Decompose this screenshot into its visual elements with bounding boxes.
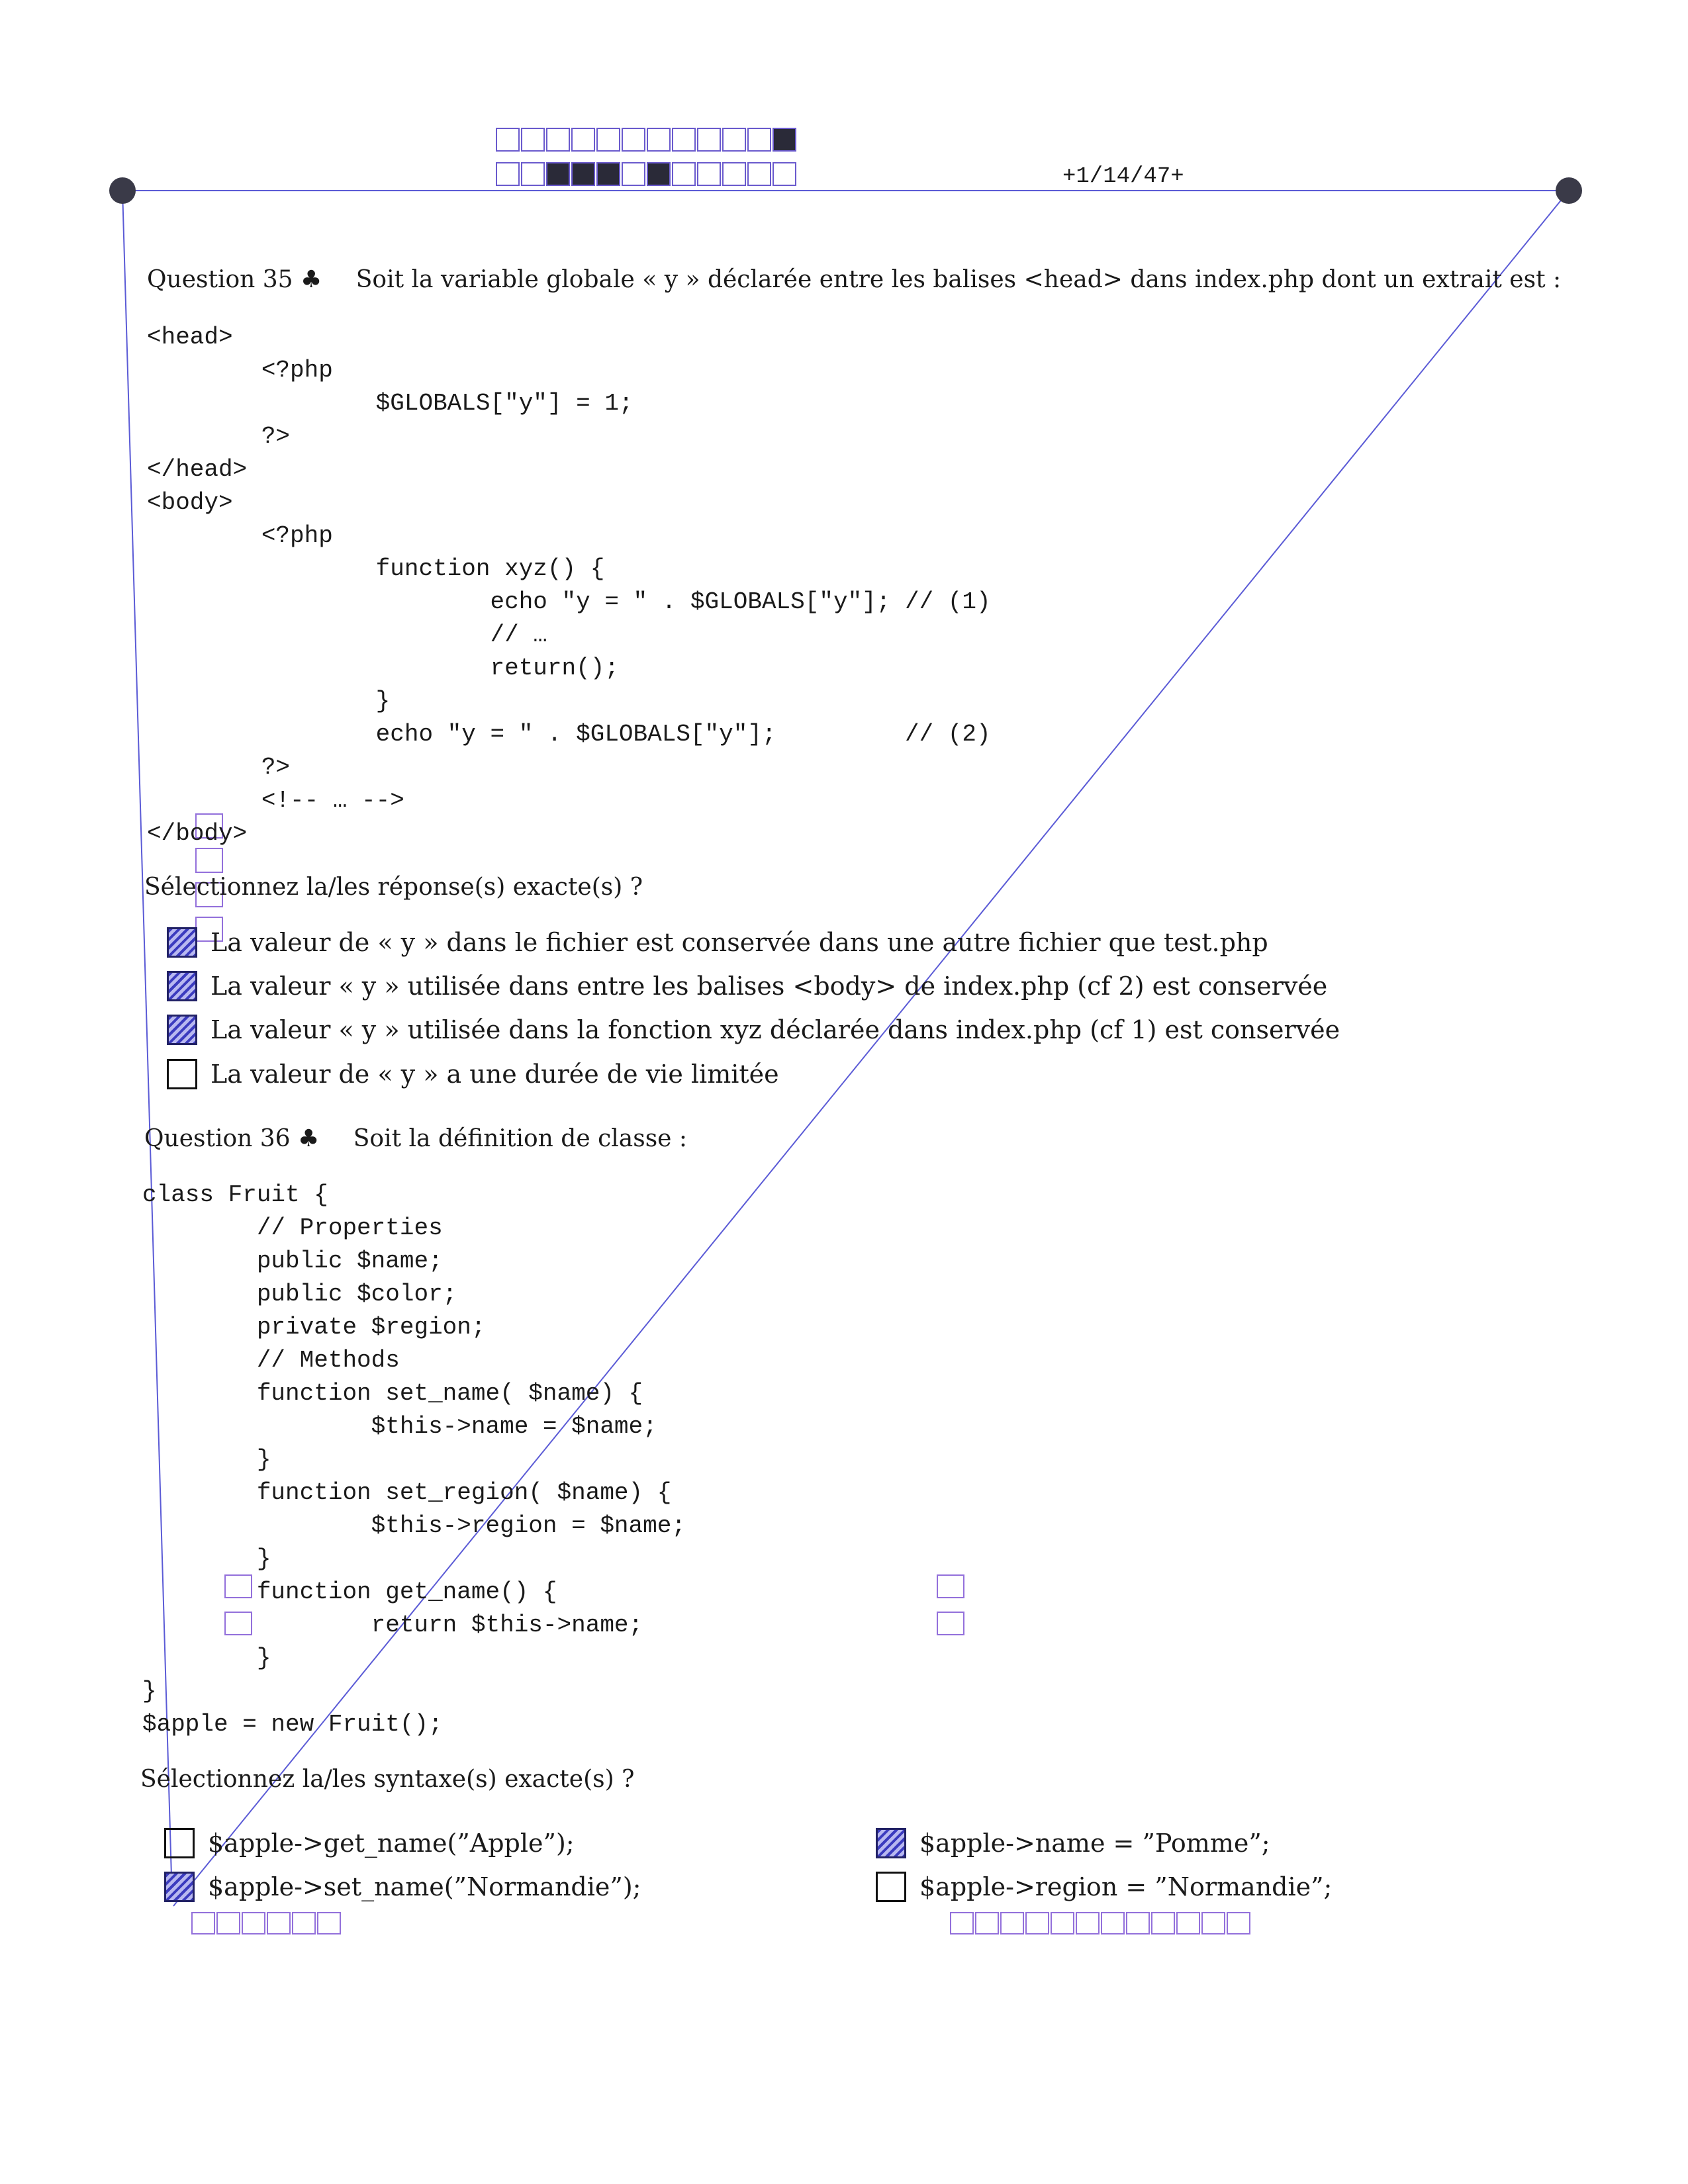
barcode-cell [748,163,771,185]
instruction-q35: Sélectionnez la/les réponse(s) exacte(s) ? [144,874,643,901]
code-line: function set_region( $name) { [142,1479,672,1506]
barcode-cell [496,128,519,151]
marker-box [267,1913,290,1934]
barcode-cell [647,128,670,151]
code-line: function set_name( $name) { [142,1380,643,1407]
page-id: +1/14/47+ [1062,164,1184,189]
answer-option[interactable] [876,1872,1332,1902]
code-line: // … [147,621,547,649]
barcode-cell [673,163,695,185]
answer-option[interactable] [167,1015,1340,1045]
answer-option[interactable] [164,1828,575,1858]
answer-label: La valeur de « y » a une durée de vie limitée [211,1060,779,1089]
barcode-cell [572,128,594,151]
answer-label: $apple->get_name(”Apple”); [208,1829,575,1858]
question-prompt: Soit la variable globale « y » déclarée entre les balises <head> dans index.php dont un extrait est : [355,266,1562,293]
code-line: public $color; [142,1281,457,1308]
code-line: function xyz() { [147,555,605,582]
barcode-cell [622,128,645,151]
marker-box [1051,1913,1074,1934]
code-line: <!-- … --> [147,787,404,814]
answer-checkbox[interactable] [876,1828,906,1858]
barcode-cell [773,128,796,151]
code-line: } [142,1645,271,1672]
question-number: Question 35 [147,266,293,293]
code-line: </head> [147,456,248,483]
marker-box [951,1913,973,1934]
marker-box [1152,1913,1174,1934]
code-line: public $name; [142,1248,443,1275]
code-line: $apple = new Fruit(); [142,1711,443,1738]
marker-box [1102,1913,1124,1934]
question-prompt: Soit la définition de classe : [353,1125,688,1152]
code-line: ?> [147,423,291,450]
code-block-q36 [142,1179,686,1741]
code-line: <?php [147,522,333,549]
marker-box [1001,1913,1023,1934]
barcode-cell [698,128,720,151]
marker-box [1076,1913,1099,1934]
code-line: echo "y = " . $GLOBALS["y"]; // (2) [147,721,991,748]
barcode-cell [597,128,620,151]
code-line: private $region; [142,1314,486,1341]
code-line: return $this->name; [142,1612,643,1639]
code-line: // Properties [142,1214,443,1242]
code-line: } [142,1446,271,1473]
barcode-cell [522,128,544,151]
code-line: <body> [147,489,233,516]
marker-box [318,1913,340,1934]
answer-checkbox[interactable] [876,1872,906,1902]
marker-box [242,1913,265,1934]
club-icon: ♣ [301,266,322,293]
marker-box [1177,1913,1199,1934]
code-line: } [147,688,391,715]
answer-option[interactable] [167,927,1268,958]
club-icon: ♣ [298,1125,320,1152]
barcode-cell [547,128,569,151]
barcode-cell [622,163,645,185]
answer-checkbox[interactable] [164,1872,195,1902]
code-block-q35 [147,321,991,850]
answer-checkbox[interactable] [167,1015,197,1045]
marker-box [1202,1913,1225,1934]
marker-box [1127,1913,1149,1934]
marker-box [976,1913,998,1934]
corner-mark-top-right [1556,177,1582,204]
marker-box [192,1913,214,1934]
corner-mark-top-left [109,177,136,204]
barcode-cell [522,163,544,185]
marker-box [196,848,222,872]
marker-box [937,1575,964,1598]
marker-box [1026,1913,1049,1934]
code-line: // Methods [142,1347,400,1374]
answer-checkbox[interactable] [164,1828,195,1858]
question-36-title [144,1125,687,1152]
question-number: Question 36 [144,1125,291,1152]
answer-option[interactable] [164,1872,641,1902]
code-line: function get_name() { [142,1578,557,1606]
code-line: return(); [147,655,619,682]
code-line: <head> [147,324,233,351]
marker-box [217,1913,240,1934]
barcode-cell [748,128,771,151]
barcode-cell [698,163,720,185]
barcode-top [496,128,796,185]
marker-box [1227,1913,1250,1934]
answer-label: La valeur de « y » dans le fichier est conservée dans une autre fichier que test.php [211,928,1268,957]
code-line: } [142,1545,271,1572]
barcode-cell [647,163,670,185]
barcode-cell [723,128,745,151]
answer-option[interactable] [167,971,1327,1001]
answer-checkbox[interactable] [167,971,197,1001]
answer-label: $apple->set_name(”Normandie”); [208,1872,641,1901]
barcode-cell [572,163,594,185]
answer-label: $apple->region = ”Normandie”; [919,1872,1333,1901]
barcode-cell [723,163,745,185]
code-line: $this->region = $name; [142,1512,686,1539]
answer-option[interactable] [167,1059,779,1089]
code-line: ?> [147,754,291,781]
answer-checkbox[interactable] [167,1059,197,1089]
barcode-cell [547,163,569,185]
answer-label: $apple->name = ”Pomme”; [919,1829,1270,1858]
marker-box [937,1612,964,1635]
code-line: $this->name = $name; [142,1413,657,1440]
answer-checkbox[interactable] [167,927,197,958]
answer-option[interactable] [876,1828,1270,1858]
answer-label: La valeur « y » utilisée dans la fonction xyz déclarée dans index.php (cf 1) est conservée [211,1015,1340,1044]
code-line: } [142,1678,157,1705]
barcode-cell [773,163,796,185]
code-line: $GLOBALS["y"] = 1; [147,390,633,417]
code-line: <?php [147,357,333,384]
barcode-cell [673,128,695,151]
barcode-cell [597,163,620,185]
question-35-title [147,266,1561,293]
marker-box [293,1913,315,1934]
barcode-cell [496,163,519,185]
instruction-q36: Sélectionnez la/les syntaxe(s) exacte(s) ? [140,1766,635,1793]
code-line: </body> [147,820,248,847]
code-line: echo "y = " . $GLOBALS["y"]; // (1) [147,588,991,615]
code-line: class Fruit { [142,1181,328,1208]
answer-label: La valeur « y » utilisée dans entre les balises <body> de index.php (cf 2) est conservée [211,972,1328,1001]
